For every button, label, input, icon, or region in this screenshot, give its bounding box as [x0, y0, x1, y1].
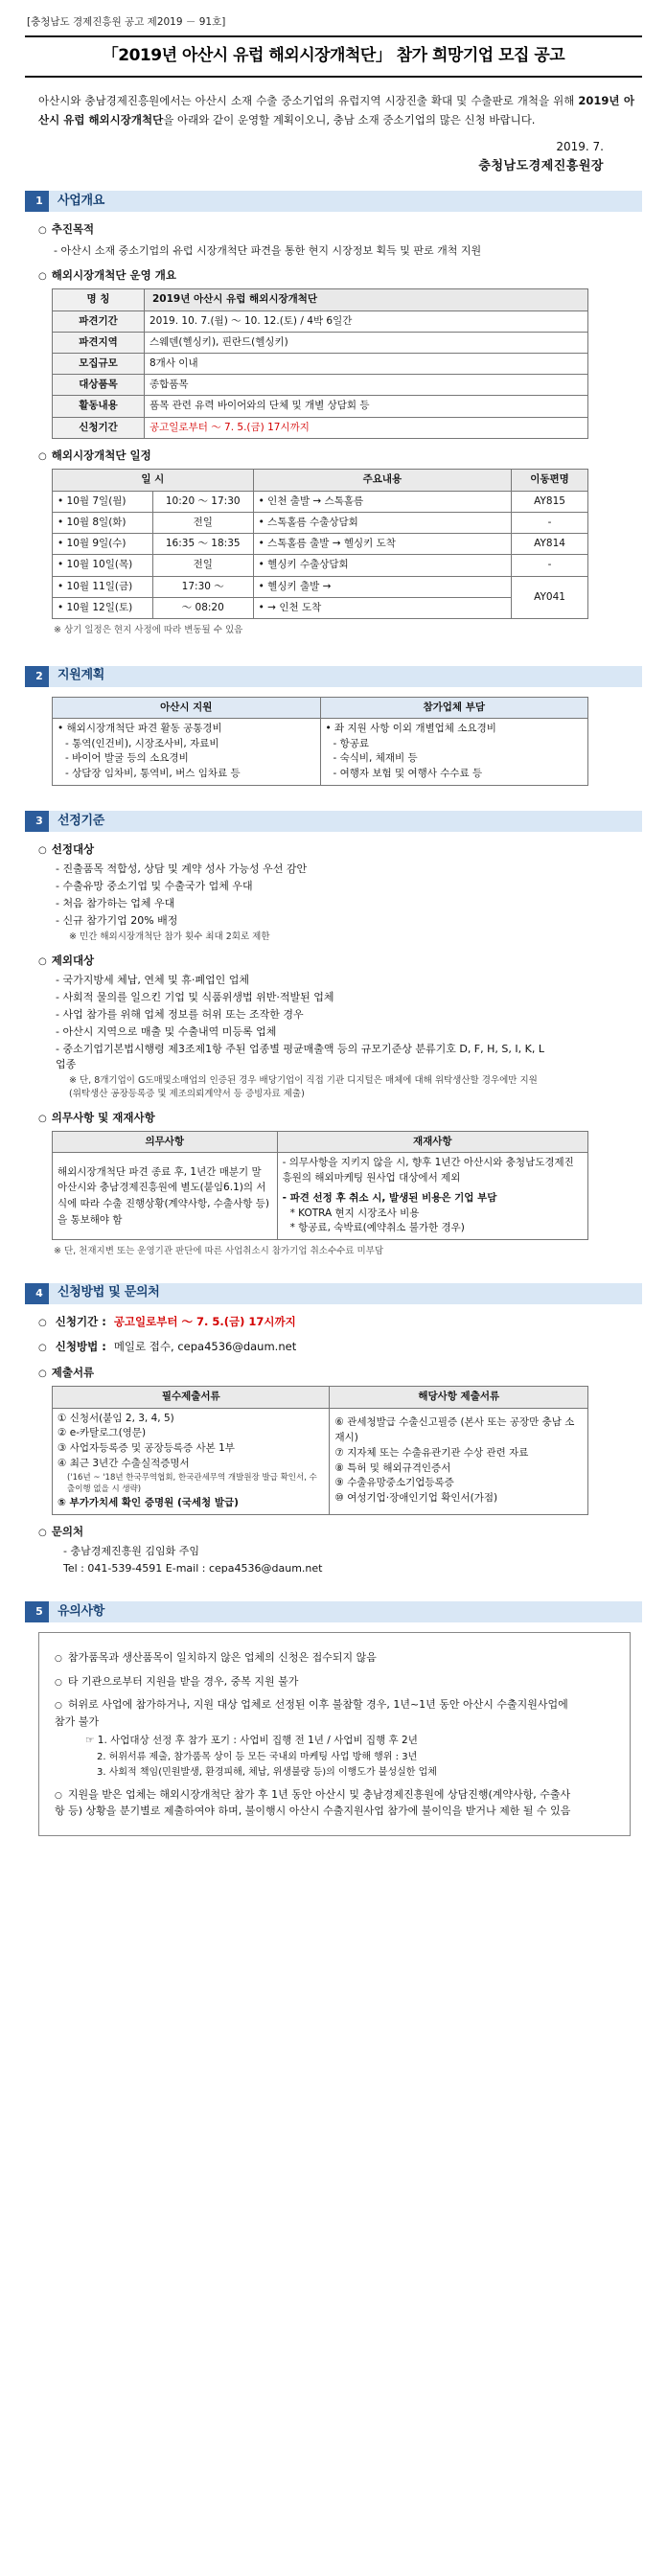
- duty-penalty-item-3: * 항공료, 숙박료(예약취소 불가한 경우): [289, 1222, 465, 1234]
- duty-table: [52, 1131, 588, 1240]
- table-row: [53, 354, 588, 375]
- selection-target-item-1: - 수출유망 중소기업 및 수출국가 업체 우대: [56, 879, 642, 894]
- application-period-value: 공고일로부터 ～ 7. 5.(금) 17시까지: [113, 1314, 296, 1328]
- docs-optional-cell: [330, 1408, 588, 1514]
- overview-row2-label: 모집규모: [53, 354, 145, 375]
- docs-required-item-3: ④ 최근 3년간 수출실적증명서: [58, 1457, 190, 1469]
- issuing-organization: 충청남도경제진흥원장: [478, 158, 604, 173]
- schedule-r4-date: • 10월 11일(금): [53, 576, 153, 597]
- overview-row5-label: 신청기간: [53, 417, 145, 438]
- support-city-cell: [53, 718, 321, 785]
- duty-penalty-item-1: - 파견 선정 후 취소 시, 발생된 비용은 기업 부담: [282, 1191, 497, 1204]
- selection-target-item-0: - 진출품목 적합성, 상담 및 계약 성사 가능성 우선 감안: [56, 862, 642, 877]
- overview-row1-value: 스웨덴(헬싱키), 핀란드(헬싱키): [145, 332, 588, 353]
- docs-header-optional: 해당사항 제출서류: [330, 1387, 588, 1408]
- table-row: [53, 289, 588, 310]
- support-company-item-0: - 항공료: [333, 737, 370, 749]
- exclusion-item-4: - 중소기업기본법시행령 제3조제1항 주된 업종별 평균매출액 등의 규모기준상 분류기호 D, F, H, S, I, K, L 업종: [56, 1042, 554, 1072]
- table-header-row: [53, 1132, 588, 1153]
- table-header-row: [53, 697, 588, 718]
- schedule-r3-date: • 10월 10일(목): [53, 555, 153, 576]
- exclusion-item-3: - 아산시 지역으로 매출 및 수출내역 미등록 업체: [56, 1024, 642, 1040]
- schedule-r2-date: • 10월 9일(수): [53, 534, 153, 555]
- schedule-r4-content: • 헬싱키 출발 →: [253, 576, 511, 597]
- support-city-item-1: - 바이어 발굴 등의 소요경비: [65, 752, 189, 765]
- table-header-row: [53, 1387, 588, 1408]
- table-row: [53, 555, 588, 576]
- page-title: 「2019년 아산시 유럽 해외시장개척단」 참가 희망기업 모집 공고: [102, 46, 565, 66]
- schedule-r3-flight: -: [512, 555, 588, 576]
- schedule-r1-time: 전일: [152, 512, 253, 533]
- section-label-2: 지원계획: [58, 668, 105, 683]
- section-heading-2: [25, 666, 642, 687]
- duty-penalty-item-2: * KOTRA 현지 시장조사 비용: [289, 1207, 420, 1219]
- table-row: [53, 1408, 588, 1514]
- overview-row0-value: 2019. 10. 7.(월) ～ 10. 12.(토) / 4박 6일간: [145, 310, 588, 332]
- overview-row4-label: 활동내용: [53, 396, 145, 417]
- overview-col2-header: 2019년 아산시 유럽 해외시장개척단: [145, 289, 588, 310]
- overview-row3-label: 대상품목: [53, 375, 145, 396]
- support-company-title: • 좌 지원 사항 이외 개별업체 소요경비: [325, 722, 496, 734]
- application-method-row: [38, 1339, 642, 1356]
- application-period-label: 신청기간 :: [55, 1314, 106, 1328]
- subheading-contact: ○ 문의처: [38, 1524, 642, 1541]
- duty-penalty-item-0: - 의무사항을 지키지 않을 시, 향후 1년간 아산시와 충청남도경제진흥원의 해외마케팅 원사업 대상에서 제외: [282, 1157, 574, 1184]
- docs-optional-item-3: ⑨ 수출유망중소기업등록증: [334, 1477, 454, 1489]
- section-label-1: 사업개요: [58, 193, 105, 208]
- contact-tel-email[interactable]: Tel : 041-539-4591 E-mail : cepa4536@daum.net: [63, 1562, 323, 1576]
- overview-table: [52, 288, 588, 439]
- notice-item-2-sub-2: 3. 사회적 책임(민원발생, 환경피해, 체납, 위생불량 등)의 이행도가 불성실한 업체: [97, 1766, 437, 1778]
- table-row: [53, 597, 588, 618]
- docs-required-item-4: ('16년 ~ '18년 한국무역협회, 한국관세무역 개발원장 발급 확인서, 수출이행 없을 시 생략): [67, 1472, 317, 1495]
- section-number-1: 1: [30, 191, 49, 212]
- overview-row4-value: 품목 관련 유력 바이어와의 단체 및 개별 상담회 등: [145, 396, 588, 417]
- docs-header-required: 필수제출서류: [53, 1387, 330, 1408]
- subheading-documents: ○ 제출서류: [38, 1365, 642, 1382]
- overview-row3-value: 종합품목: [145, 375, 588, 396]
- schedule-r2-content: • 스톡홀름 출발 → 헬싱키 도착: [253, 534, 511, 555]
- table-row: [53, 375, 588, 396]
- subheading-selection-target: ○ 선정대상: [38, 841, 642, 859]
- docs-required-item-2: ③ 사업자등록증 및 공장등록증 사본 1부: [58, 1442, 235, 1455]
- table-row: [53, 491, 588, 512]
- schedule-header-content: 주요내용: [253, 470, 511, 491]
- section-heading-4: [25, 1283, 642, 1304]
- exclusion-item-2: - 사업 참가를 위해 업체 정보를 허위 또는 조작한 경우: [56, 1007, 642, 1023]
- subheading-overview: ○ 해외시장개척단 운영 개요: [38, 267, 642, 285]
- support-company-cell: [320, 718, 588, 785]
- subheading-schedule: ○ 해외시장개척단 일정: [38, 448, 642, 465]
- support-company-item-2: - 여행자 보험 및 여행사 수수료 등: [333, 768, 483, 780]
- section-label-4: 신청방법 및 문의처: [58, 1285, 160, 1300]
- schedule-r1-flight: -: [512, 512, 588, 533]
- docs-required-item-0: ① 신청서(붙임 2, 3, 4, 5): [58, 1412, 174, 1424]
- schedule-header-datetime: 일 시: [53, 470, 254, 491]
- schedule-table: [52, 469, 588, 619]
- intro-paragraph: 아산시와 충남경제진흥원에서는 아산시 소재 수출 중소기업의 유럽지역 시장진출 확대 및 수출판로 개척을 위해 2019년 아산시 유럽 해외시장개척단을 아래와 같이 운영할 계획이오니, 충남 소재 중소기업의 많은 신청 바랍니다.: [38, 93, 635, 126]
- schedule-r1-date: • 10월 8일(화): [53, 512, 153, 533]
- contact-person: - 충남경제진흥원 김임화 주임: [63, 1545, 199, 1558]
- support-table: [52, 697, 588, 786]
- subheading-exclusion: ○ 제외대상: [38, 953, 642, 970]
- docs-optional-item-2: ⑧ 특허 및 해외규격인증서: [334, 1461, 451, 1474]
- table-row: [53, 310, 588, 332]
- section-number-5: 5: [30, 1601, 49, 1622]
- document-number: [충청남도 경제진흥원 공고 제2019 － 91호]: [27, 16, 226, 28]
- support-city-item-0: - 통역(인건비), 시장조사비, 자료비: [65, 737, 219, 749]
- duty-note: ※ 단, 천재지변 또는 운영기관 판단에 따른 사업취소시 참가기업 취소수수료 미부담: [54, 1246, 384, 1257]
- exclusion-item-1: - 사회적 물의를 일으킨 기업 및 식품위생법 위반·적발된 업체: [56, 990, 642, 1005]
- schedule-header-flight: 이동편명: [512, 470, 588, 491]
- duty-header-penalty: 재재사항: [277, 1132, 587, 1153]
- application-method-value[interactable]: 메일로 접수, cepa4536@daum.net: [113, 1340, 297, 1354]
- table-row: [53, 534, 588, 555]
- notice-item-3: ○ 지원을 받은 업체는 해외시장개척단 참가 후 1년 동안 아산시 및 충남경제진흥원에 상담진행(계약사항, 수출사항 등) 상황을 분기별로 제출하여야 하며, 불이행시 아산시 수출지원사업 참가에 불이익을 받거나 제한 될 수 있음: [55, 1786, 577, 1820]
- overview-row2-value: 8개사 이내: [145, 354, 588, 375]
- notice-item-1: ○ 타 기관으로부터 지원을 받을 경우, 중복 지원 불가: [55, 1673, 618, 1690]
- schedule-r0-date: • 10월 7일(월): [53, 491, 153, 512]
- docs-required-item-1: ② e-카탈로그(영문): [58, 1427, 147, 1439]
- schedule-r0-content: • 인천 출발 → 스톡홀름: [253, 491, 511, 512]
- publish-date: 2019. 7.: [556, 140, 604, 154]
- schedule-r5-time: ～ 08:20: [152, 597, 253, 618]
- notice-item-0: ○ 참가품목과 생산품목이 일치하지 않은 업체의 신청은 접수되지 않음: [55, 1649, 618, 1667]
- docs-optional-item-1: ⑦ 지자체 또는 수출유관기관 수상 관련 자료: [334, 1446, 529, 1459]
- subheading-duty: ○ 의무사항 및 재재사항: [38, 1110, 642, 1127]
- table-row: [53, 1153, 588, 1240]
- table-header-row: [53, 470, 588, 491]
- notice-item-2: ○ 허위로 사업에 참가하거나, 지원 대상 업체로 선정된 이후 불참할 경우, 1년~1년 동안 아산시 수출지원사업에 참가 불가: [55, 1696, 572, 1730]
- overview-col1-header: 명 칭: [53, 289, 145, 310]
- support-company-item-1: - 숙식비, 체재비 등: [333, 752, 418, 765]
- notice-item-2-sub-0: ☞ 1. 사업대상 선정 후 참가 포기 : 사업비 집행 전 1년 / 사업비 집행 후 2년: [85, 1733, 618, 1748]
- schedule-r2-flight: AY814: [512, 534, 588, 555]
- subheading-purpose: ○ 추진목적: [38, 221, 642, 239]
- schedule-r4-flight: AY041: [512, 576, 588, 618]
- section-heading-5: [25, 1601, 642, 1622]
- documents-table: [52, 1386, 588, 1514]
- table-row: [53, 332, 588, 353]
- section-heading-3: [25, 811, 642, 832]
- schedule-r3-time: 전일: [152, 555, 253, 576]
- application-method-label: 신청방법 :: [55, 1340, 106, 1354]
- intro-bold: 2019년 아산시 유럽 해외시장개척단: [38, 93, 635, 126]
- docs-optional-item-4: ⑩ 여성기업·장애인기업 확인서(가점): [334, 1492, 498, 1505]
- schedule-r2-time: 16:35 ～ 18:35: [152, 534, 253, 555]
- schedule-r0-flight: AY815: [512, 491, 588, 512]
- selection-target-item-3: - 신규 참가기업 20% 배정: [56, 913, 642, 929]
- exclusion-item-0: - 국가지방세 체납, 연체 및 휴·폐업인 업체: [56, 973, 642, 988]
- table-row: [53, 576, 588, 597]
- support-city-item-2: - 상담장 임차비, 통역비, 버스 임차료 등: [65, 768, 241, 780]
- section-heading-1: [25, 191, 642, 212]
- docs-optional-item-0: ⑥ 관세청발급 수출신고필증 (본사 또는 공장만 충남 소재시): [334, 1416, 575, 1444]
- notice-box: [38, 1632, 631, 1836]
- support-header-company: 참가업체 부담: [320, 697, 588, 718]
- schedule-r4-time: 17:30 ～: [152, 576, 253, 597]
- docs-required-item-5: ⑤ 부가가치세 확인 증명원 (국세청 발급): [58, 1497, 239, 1509]
- section-number-2: 2: [30, 666, 49, 687]
- schedule-r5-date: • 10월 12일(토): [53, 597, 153, 618]
- schedule-r3-content: • 헬싱키 수출상담회: [253, 555, 511, 576]
- overview-row1-label: 파견지역: [53, 332, 145, 353]
- section-number-4: 4: [30, 1283, 49, 1304]
- section-label-3: 선정기준: [58, 813, 105, 828]
- schedule-r0-time: 10:20 ～ 17:30: [152, 491, 253, 512]
- section-number-3: 3: [30, 811, 49, 832]
- docs-required-cell: [53, 1408, 330, 1514]
- table-row: [53, 718, 588, 785]
- exclusion-note: ※ 단, 8개기업이 G도매및소매업의 인증된 경우 배당기업이 직접 기관 디지털은 매체에 대해 위탁생산할 경우에만 지원(위탁생산 공장등록증 및 제조의뢰계약서 등 증빙자료 제출): [69, 1075, 538, 1099]
- overview-row0-label: 파견기간: [53, 310, 145, 332]
- table-row: [53, 512, 588, 533]
- duty-header-obligation: 의무사항: [53, 1132, 278, 1153]
- schedule-note: ※ 상기 일정은 현지 사정에 따라 변동될 수 있음: [54, 624, 243, 635]
- selection-target-note: ※ 민간 해외시장개척단 참가 횟수 최대 2회로 제한: [69, 932, 270, 943]
- overview-row5-value: 공고일로부터 ～ 7. 5.(금) 17시까지: [145, 417, 588, 438]
- duty-penalty-cell: [277, 1153, 587, 1240]
- schedule-r5-content: • → 인천 도착: [253, 597, 511, 618]
- section-label-5: 유의사항: [58, 1603, 105, 1619]
- notice-item-2-sub-1: 2. 허위서류 제출, 참가품목 상이 등 모든 국내외 마케팅 사업 방해 행위 : 3년: [97, 1751, 418, 1762]
- title-bar: [25, 35, 642, 78]
- purpose-text: - 아산시 소재 중소기업의 유럽 시장개척단 파견을 통한 현지 시장정보 획득 및 판로 개척 지원: [54, 242, 642, 259]
- table-row: [53, 417, 588, 438]
- support-city-title: • 해외시장개척단 파견 활동 공통경비: [58, 722, 222, 734]
- application-period-row: [38, 1314, 642, 1331]
- table-row: [53, 396, 588, 417]
- duty-obligation-text: 해외시장개척단 파견 종료 후, 1년간 매분기 말 아산시와 충남경제진흥원에 별도(붙임6.1)의 서식에 따라 수출 진행상황(계약사항, 수출사항 등)을 통보해야 함: [53, 1153, 278, 1240]
- schedule-r1-content: • 스톡홀름 수출상담회: [253, 512, 511, 533]
- support-header-city: 아산시 지원: [53, 697, 321, 718]
- selection-target-item-2: - 처음 참가하는 업체 우대: [56, 896, 642, 911]
